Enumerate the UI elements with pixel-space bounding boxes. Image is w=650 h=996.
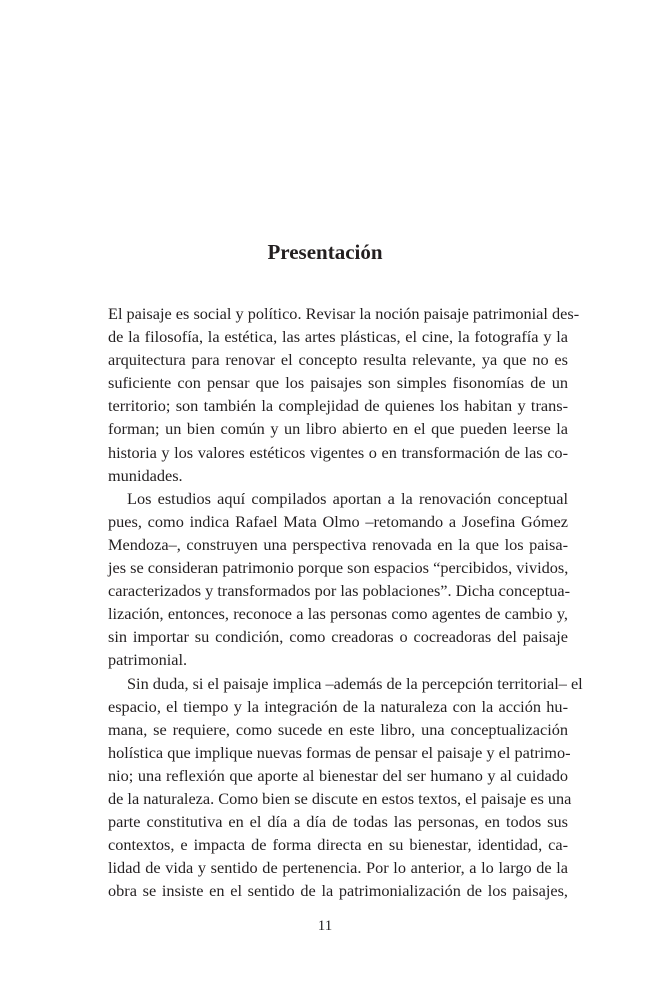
text-line: pues, como indica Rafael Mata Olmo –retomando a Josefina Gómez xyxy=(108,511,568,531)
text-line: espacio, el tiempo y la integración de la naturaleza con la acción hu- xyxy=(108,696,568,716)
text-line: lización, entonces, reconoce a las personas como agentes de cambio y, xyxy=(108,604,568,624)
text-line: caracterizados y transformados por las poblaciones”. Dicha conceptua- xyxy=(108,581,571,601)
text-line: patrimonial. xyxy=(108,650,188,670)
text-line: obra se insiste en el sentido de la patrimonialización de los paisajes, xyxy=(108,881,568,901)
text-line: de la naturaleza. Como bien se discute en estos textos, el paisaje es una xyxy=(108,788,572,808)
text-line: suficiente con pensar que los paisajes son simples fisonomías de un xyxy=(108,373,568,393)
text-line: sin importar su condición, como creadoras o cocreadoras del paisaje xyxy=(108,627,568,647)
text-line: forman; un bien común y un libro abierto en el que pueden leerse la xyxy=(108,419,568,439)
page-number: 11 xyxy=(317,918,333,934)
text-line: nio; una reflexión que aporte al bienestar del ser humano y al cuidado xyxy=(108,765,568,785)
text-line: jes se consideran patrimonio porque son espacios “percibidos, vividos, xyxy=(108,558,569,578)
text-line: holística que implique nuevas formas de pensar el paisaje y el patrimo- xyxy=(108,742,571,762)
text-line: mana, se requiere, como sucede en este libro, una conceptualización xyxy=(108,719,568,739)
text-line: Los estudios aquí compilados aportan a la renovación conceptual xyxy=(127,488,568,508)
text-line: munidades. xyxy=(108,465,183,485)
text-line: territorio; son también la complejidad de quienes los habitan y trans- xyxy=(108,396,568,416)
text-line: Sin duda, si el paisaje implica –además de la percepción territorial– el xyxy=(127,673,583,693)
page-title: Presentación xyxy=(267,240,383,264)
text-line: arquitectura para renovar el concepto resulta relevante, ya que no es xyxy=(108,350,568,370)
text-line: lidad de vida y sentido de pertenencia. Por lo anterior, a lo largo de la xyxy=(108,858,568,878)
text-line: historia y los valores estéticos vigentes o en transformación de las co- xyxy=(108,442,568,462)
body-text xyxy=(108,302,583,902)
text-line: parte constitutiva en el día a día de todas las personas, en todos sus xyxy=(108,812,568,832)
text-line: El paisaje es social y político. Revisar la noción paisaje patrimonial des- xyxy=(108,304,580,323)
text-line: contextos, e impacta de forma directa en su bienestar, identidad, ca- xyxy=(108,835,568,855)
text-line: de la filosofía, la estética, las artes plásticas, el cine, la fotografía y la xyxy=(108,327,568,347)
text-line: Mendoza–, construyen una perspectiva renovada en la que los paisa- xyxy=(108,534,568,554)
